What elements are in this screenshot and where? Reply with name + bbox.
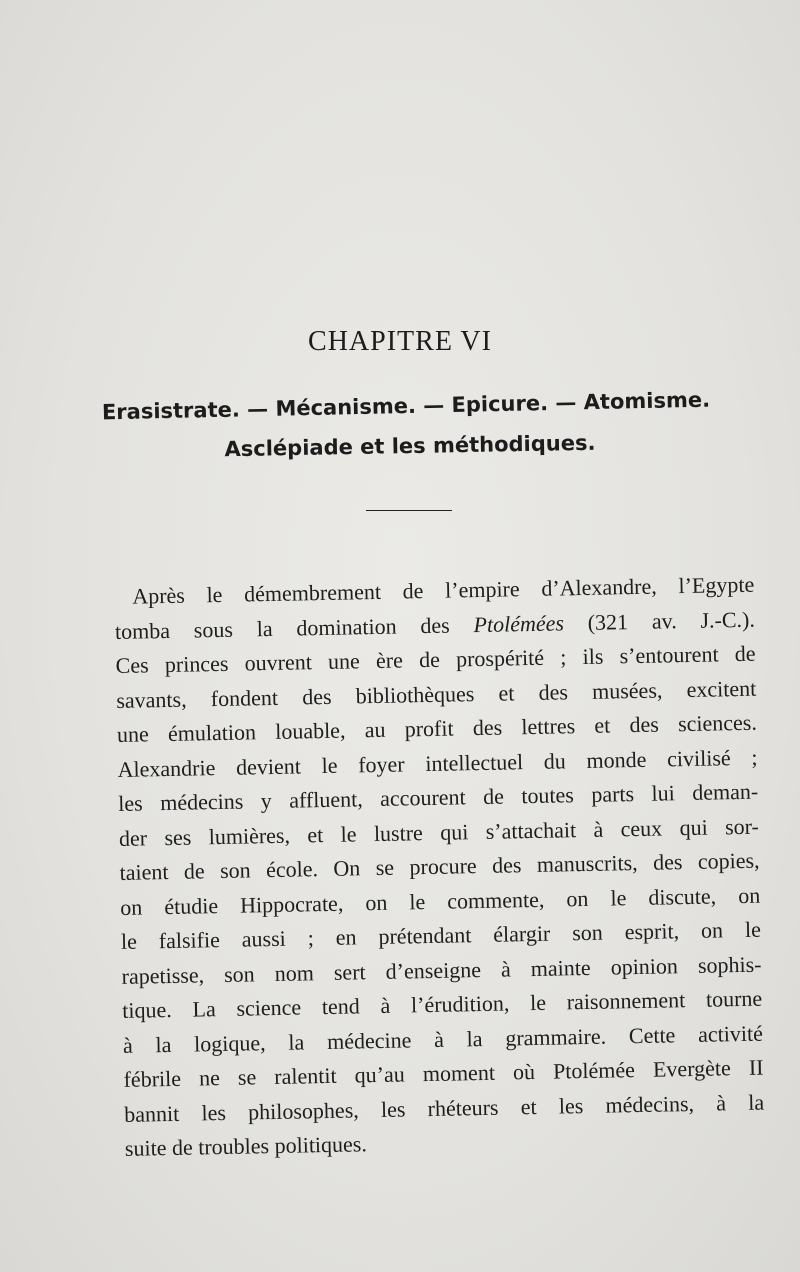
text-line: à la logique, la médecine à la grammaire. Cette activité [122, 1020, 764, 1058]
text-line: savants, fondent des bibliothèques et des musées, excitent [116, 675, 757, 713]
section-divider [366, 510, 452, 511]
chapter-subtitle-line-1: Erasistrate. — Mécanisme. — Epicure. — Atomisme. [101, 387, 711, 425]
text-line: bannit les philosophes, les rhéteurs et les médecins, à la [124, 1089, 765, 1127]
text-line: Après le démembrement de l’empire d’Alexandre, l’Egypte [132, 571, 755, 609]
text-line: taient de son école. On se procure des manuscrits, des copies, [119, 847, 760, 885]
text-run: tomba sous la domination des [114, 611, 474, 644]
text-line: une émulation louable, au profit des lettres et des sciences. [116, 709, 758, 747]
text-line: rapetisse, son nom sert d’enseigne à mainte opinion sophis- [121, 951, 762, 989]
chapter-title: CHAPITRE VI [308, 326, 492, 357]
text-line: Ces princes ouvrent une ère de prospérité ; ils s’entourent de [115, 640, 756, 678]
text-line: tique. La science tend à l’érudition, le raisonnement tourne [122, 985, 763, 1023]
text-line: fébrile ne se ralentit qu’au moment où Ptolémée Evergète II [123, 1054, 764, 1092]
text-line: der ses lumières, et le lustre qui s’attachait à ceux qui sor- [118, 813, 760, 851]
text-line: les médecins y affluent, accourent de toutes parts lui deman- [118, 778, 759, 816]
text-line: Alexandrie devient le foyer intellectuel du monde civilisé ; [117, 744, 758, 782]
chapter-subtitle-line-2: Asclépiade et les méthodiques. [224, 430, 596, 462]
italic-term: Ptolémées [473, 609, 565, 637]
text-line: suite de troubles politiques. [124, 1131, 368, 1161]
text-line: le falsifie aussi ; en prétendant élargir son esprit, on le [120, 916, 762, 954]
text-line: on étudie Hippocrate, on le commente, on le discute, on [120, 882, 761, 920]
body-paragraph [114, 568, 765, 1167]
text-run: (321 av. J.-C.). [563, 606, 756, 635]
